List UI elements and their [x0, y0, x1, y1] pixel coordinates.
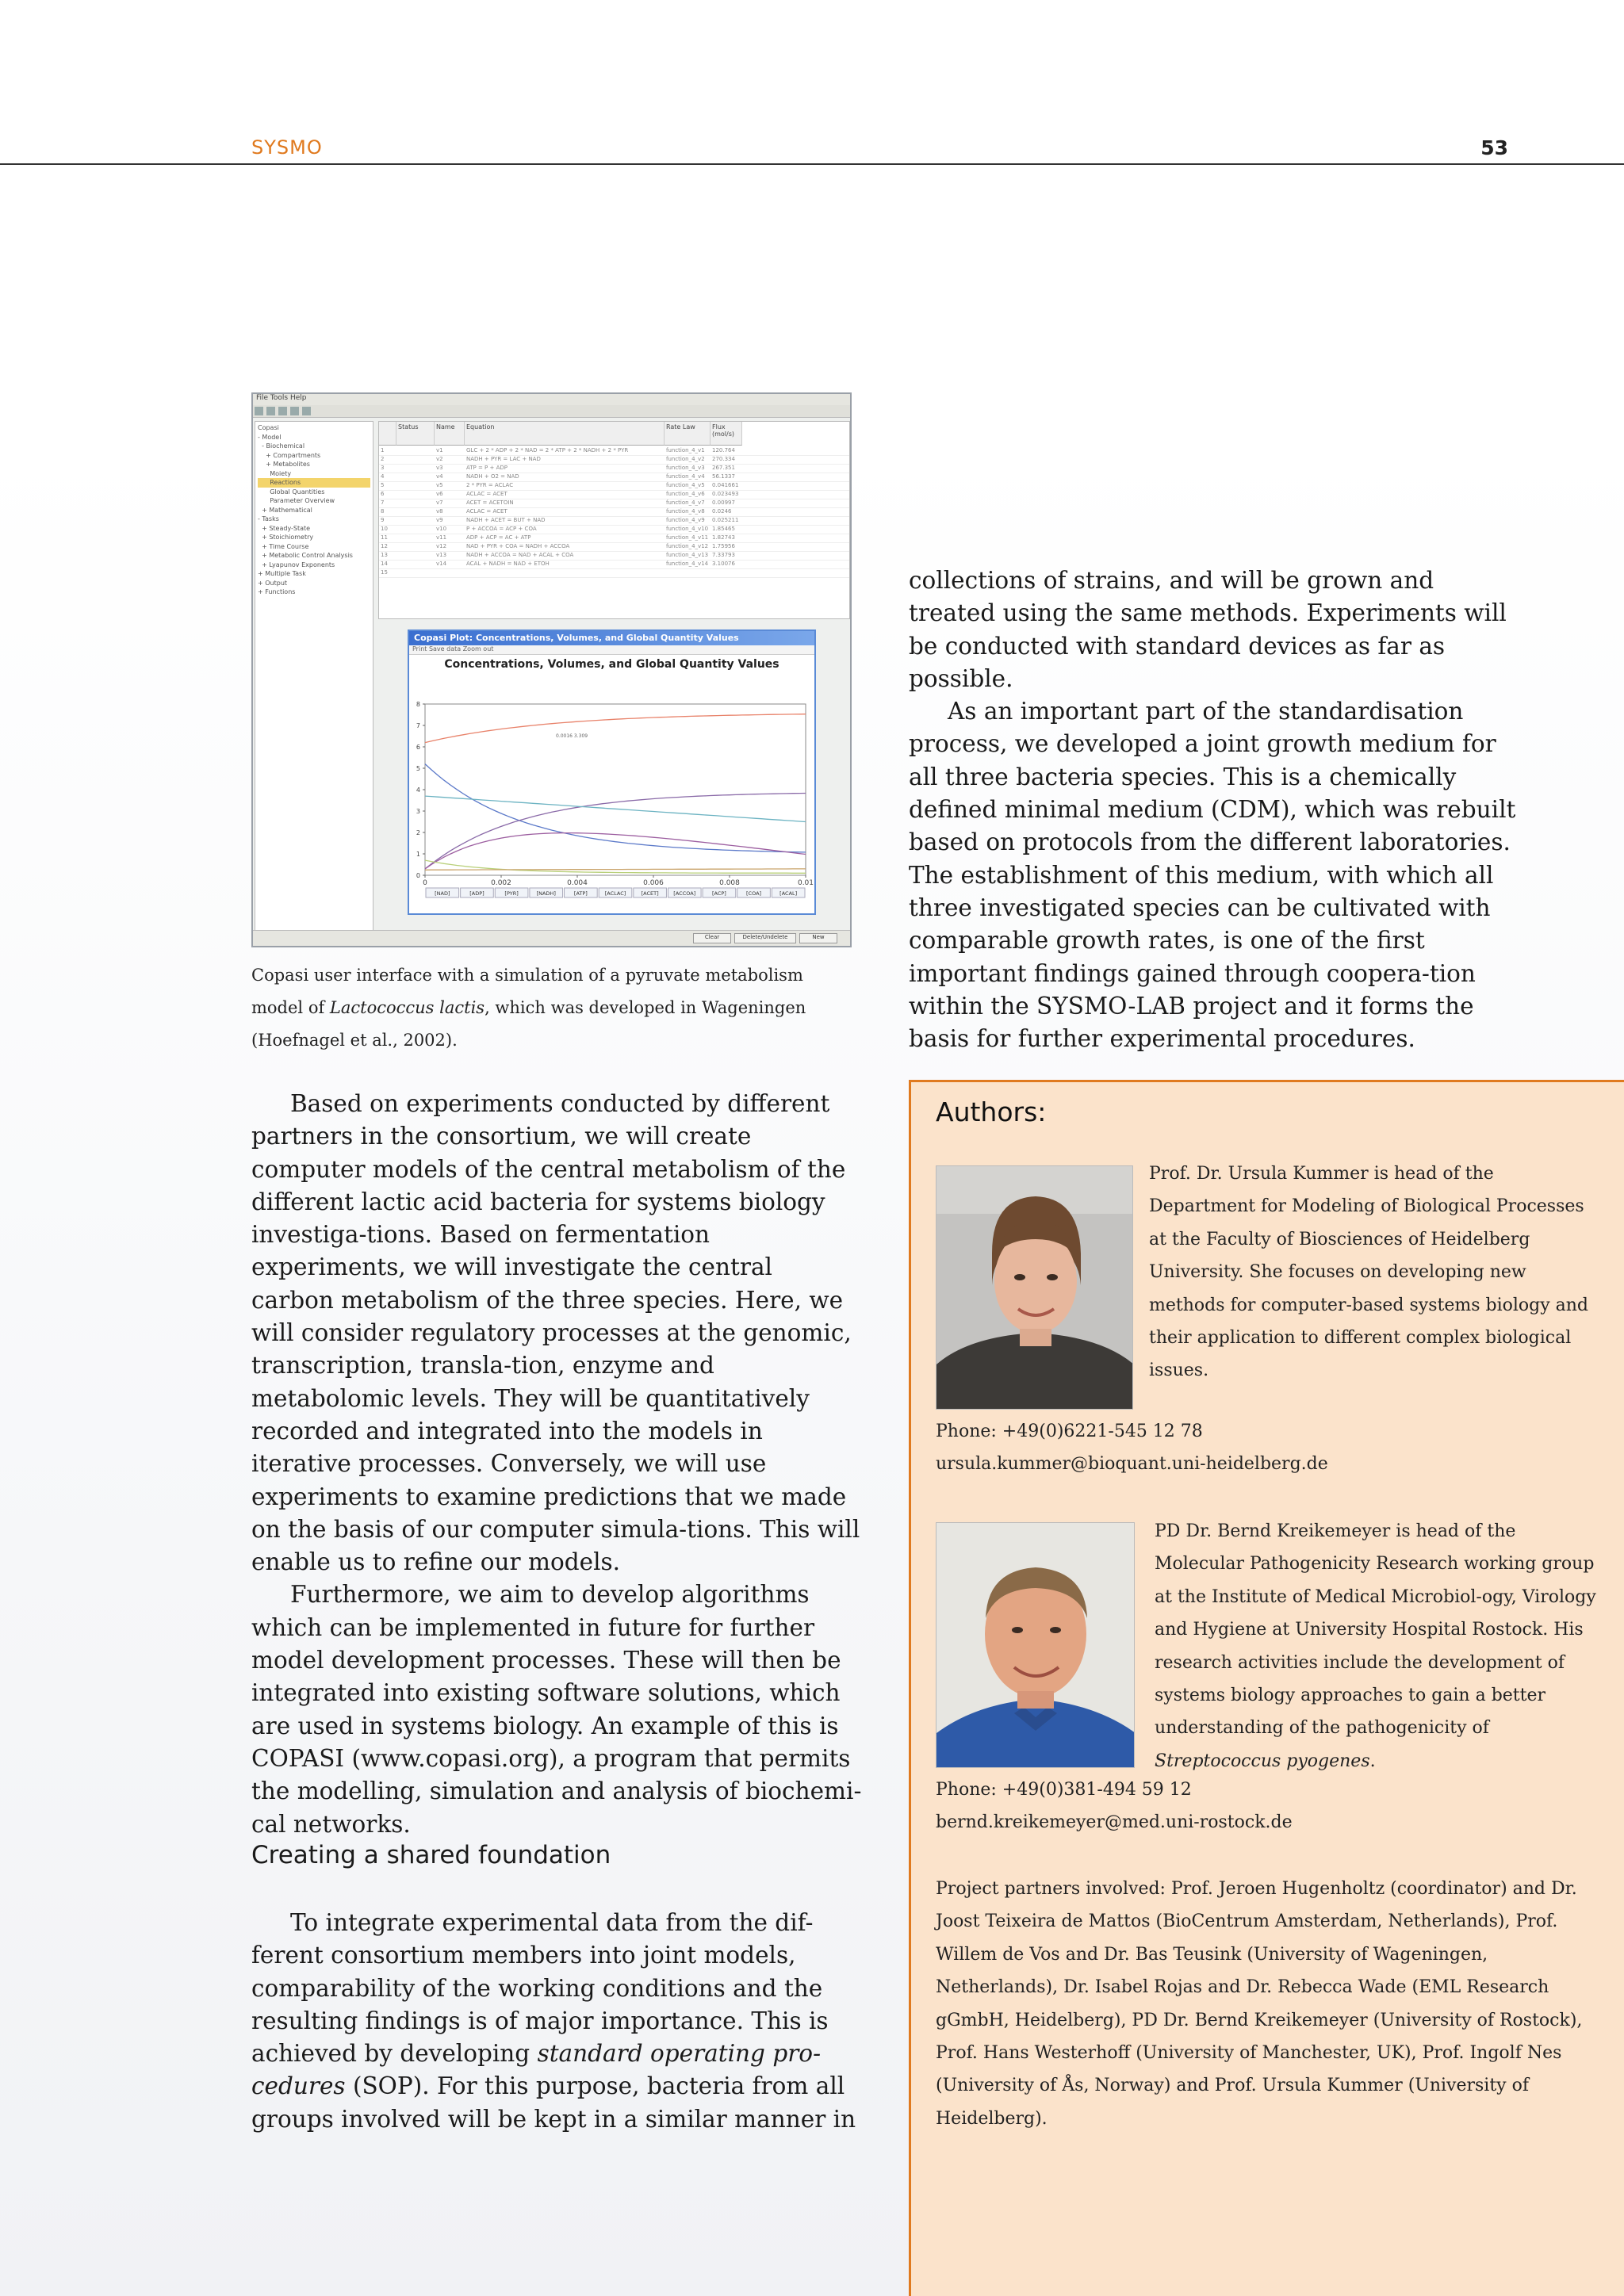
reaction-cell: function_4_v6	[666, 491, 705, 497]
reaction-cell: 0.00997	[712, 499, 735, 506]
tree-item: + Functions	[258, 588, 296, 595]
paragraph-sop	[251, 1907, 862, 2136]
tree-item: + Metabolic Control Analysis	[258, 552, 353, 559]
author-bio-kreikemeyer-species: Streptococcus pyogenes	[1155, 1751, 1370, 1771]
plot-window	[408, 629, 816, 915]
project-partners: Project partners involved: Prof. Jeroen Hugenholtz (coordinator) and Dr. Joost Teixeira de Mattos (BioCentrum Amsterdam, Netherlands), Prof. Willem de Vos and Dr. Bas Teusink (University of Wageningen, Netherlands), Dr. Isabel Rojas and Dr. Rebecca Wade (EML Research gGmbH, Heidelberg), PD Dr. Bernd Kreikemeyer (University of Rostock), Prof. Hans Westerhoff (University of Manchester, UK), Prof. Ingolf Nes (University of Ås, Norway) and Prof. Ursula Kummer (University of Heidelberg).	[936, 1879, 1583, 2129]
reaction-cell: 9	[381, 517, 385, 523]
tree-item: - Model	[258, 433, 282, 441]
reaction-cell: 1.75956	[712, 543, 735, 549]
delete-undelete-button: Delete/Undelete	[734, 933, 796, 943]
tree-item: + Multiple Task	[258, 570, 306, 577]
reaction-cell: function_4_v8	[666, 508, 705, 515]
tree-item: + Mathematical	[258, 506, 312, 514]
reaction-cell: 12	[381, 543, 388, 549]
tree-item: - Tasks	[258, 515, 279, 522]
author-phone-kreikemeyer: Phone: +49(0)381-494 59 12	[936, 1780, 1192, 1800]
figure-toolbar	[253, 405, 850, 418]
reaction-cell: 0.041661	[712, 482, 739, 488]
copasi-screenshot-figure	[251, 392, 852, 947]
new-file-icon	[255, 407, 263, 415]
y-tick-label: 7	[416, 722, 420, 729]
reaction-row	[379, 491, 849, 499]
paragraph-models: Based on experiments conducted by different partners in the consortium, we will create computer models of the central metabolism of the different lactic acid bacteria for systems biology investiga-tions. Based on fermentation experiments, we will investigate the central carbon metabolism of the three species. Here, we will consider regulatory processes at the genomic, transcription, transla-tion, enzyme and metabolomic levels. They will be quantitatively recorded and integrated into the models in iterative processes. Conversely, we will use experiments to examine predictions that we made on the basis of our computer simula-tions. This will enable us to refine our models.	[251, 1090, 860, 1576]
reaction-cell: P + ACCOA = ACP + COA	[466, 526, 537, 532]
reaction-cell: 3	[381, 465, 385, 471]
reaction-cell: 267.351	[712, 465, 735, 471]
reaction-cell: v7	[436, 499, 443, 506]
tree-item: Global Quantities	[258, 488, 325, 496]
reaction-cell: v10	[436, 526, 447, 532]
reaction-cell: GLC + 2 * ADP + 2 * NAD = 2 * ATP + 2 * NADH + 2 * PYR	[466, 447, 629, 453]
reaction-row	[379, 552, 849, 561]
save-icon	[278, 407, 287, 415]
run-icon	[302, 407, 311, 415]
reaction-cell: 56.1337	[712, 473, 735, 480]
reaction-cell: NADH + O2 = NAD	[466, 473, 519, 480]
reaction-row	[379, 508, 849, 517]
x-tick-label: 0.002	[491, 879, 511, 887]
reaction-cell: NAD + PYR + COA = NADH + ACCOA	[466, 543, 570, 549]
plot-area	[425, 704, 806, 875]
reaction-row	[379, 517, 849, 526]
reaction-cell: function_4_v9	[666, 517, 705, 523]
tree-item: Reactions	[258, 478, 370, 488]
y-tick-label: 0	[416, 872, 420, 879]
row-number-header	[379, 422, 396, 446]
author-bio-kreikemeyer-end: .	[1369, 1751, 1376, 1771]
tree-item: + Metabolites	[258, 461, 310, 468]
table-header-equation: Equation	[465, 422, 665, 446]
legend-label: [ACCOA]	[673, 890, 696, 897]
author-contact-kreikemeyer	[936, 1774, 1293, 1839]
header-rule	[0, 163, 1624, 165]
caption-species: Lactococcus lactis	[329, 998, 485, 1017]
reaction-cell: 1.82743	[712, 534, 735, 541]
reaction-cell: v14	[436, 561, 447, 567]
reaction-cell: 10	[381, 526, 388, 532]
reaction-cell: NADH + PYR = LAC + NAD	[466, 456, 541, 462]
tree-item: + Steady-State	[258, 524, 311, 532]
x-tick-label: 0.006	[643, 879, 664, 887]
x-tick-label: 0.008	[719, 879, 740, 887]
reaction-cell: v4	[436, 473, 443, 480]
author-photo-kummer	[936, 1165, 1133, 1410]
back-arrow-icon	[290, 407, 299, 415]
tree-item: - Biochemical	[258, 442, 305, 450]
page-number: 53	[1480, 136, 1508, 159]
paragraph-medium: As an important part of the standardisation process, we developed a joint growth medium for all three bacteria species. This is a chemically defined minimal medium (CDM), which was rebuilt based on protocols from the different laboratories. The establishment of this medium, with which all three investigated species can be cultivated with comparable growth rates, is one of the first important findings gained through coopera-tion within the SYSMO-LAB project and it forms the basis for further experimental procedures.	[909, 698, 1516, 1053]
reaction-cell: ADP + ACP = AC + ATP	[466, 534, 531, 541]
y-tick-label: 1	[416, 851, 420, 858]
reaction-cell: v6	[436, 491, 443, 497]
x-tick-label: 0.004	[567, 879, 588, 887]
body-column-right	[909, 564, 1519, 1055]
reaction-row	[379, 465, 849, 473]
reaction-cell: function_4_v5	[666, 482, 705, 488]
plot-annotation: 0.0016 3.309	[556, 733, 588, 739]
paragraph-strains: collections of strains, and will be grown and treated using the same methods. Experiments will be conducted with standard devices as far as possible.	[909, 567, 1507, 692]
reaction-row	[379, 473, 849, 482]
reaction-rows	[379, 447, 849, 578]
reaction-row	[379, 526, 849, 534]
caption-text: Copasi user interface with a simulation of a pyruvate metabolism model of	[251, 966, 803, 1017]
reactions-table	[378, 421, 850, 619]
body-column-left-lower	[251, 1907, 862, 2136]
tree-item: + Lyapunov Exponents	[258, 561, 335, 568]
tree-item: + Output	[258, 579, 288, 587]
reaction-cell: 15	[381, 569, 388, 576]
legend-label: [NADH]	[536, 890, 556, 897]
figure-menubar: File Tools Help	[253, 394, 850, 405]
author-photo-kreikemeyer	[936, 1522, 1135, 1768]
tree-item: Moiety	[258, 469, 292, 477]
reaction-cell: v9	[436, 517, 443, 523]
reaction-cell: ACET = ACETOIN	[466, 499, 514, 506]
reaction-cell: ACLAC = ACET	[466, 491, 508, 497]
authors-box	[909, 1080, 1624, 2296]
reaction-cell: 2	[381, 456, 385, 462]
reaction-row	[379, 499, 849, 508]
legend-label: [ACP]	[711, 890, 726, 897]
table-header-status: Status	[396, 422, 435, 446]
reaction-row	[379, 543, 849, 552]
reaction-cell: 11	[381, 534, 388, 541]
reaction-cell: ATP = P + ADP	[466, 465, 508, 471]
reaction-cell: 13	[381, 552, 388, 558]
y-tick-label: 6	[416, 744, 420, 751]
reaction-row	[379, 456, 849, 465]
author-bio-kummer: Prof. Dr. Ursula Kummer is head of the Department for Modeling of Biological Processes at the Faculty of Biosciences of Heidelberg University. She focuses on developing new methods for computer-based systems biology and their application to different complex biological issues.	[1149, 1164, 1589, 1381]
reaction-cell: 1.85465	[712, 526, 735, 532]
reaction-cell: 3.10076	[712, 561, 735, 567]
reaction-cell: function_4_v12	[666, 543, 709, 549]
legend-label: [ACAL]	[779, 890, 798, 897]
clear-button: Clear	[693, 933, 731, 943]
paragraph-sop-text-end: (SOP). For this purpose, bacteria from all groups involved will be kept in a similar manner in	[251, 2072, 856, 2133]
reaction-cell: v11	[436, 534, 447, 541]
y-tick-label: 3	[416, 808, 420, 815]
author-phone-kummer: Phone: +49(0)6221-545 12 78	[936, 1422, 1203, 1441]
reaction-cell: 7	[381, 499, 385, 506]
reaction-cell: function_4_v13	[666, 552, 709, 558]
legend-label: [PYR]	[504, 890, 519, 897]
reaction-cell: 7.33793	[712, 552, 735, 558]
tree-item: + Compartments	[258, 451, 321, 459]
reaction-cell: ACAL + NADH = NAD + ETOH	[466, 561, 550, 567]
paragraph-sop-italic: standard operating pro-cedures	[251, 2040, 822, 2100]
paragraph-algorithms: Furthermore, we aim to develop algorithms which can be implemented in future for further model development processes. These will then be integrated into existing software solutions, which are used in systems biology. An example of this is COPASI (www.copasi.org), a program that permits the modelling, simulation and analysis of biochemi-cal networks.	[251, 1581, 862, 1838]
legend-label: [ADP]	[469, 890, 485, 897]
reaction-cell: ACLAC = ACET	[466, 508, 508, 515]
reaction-cell: function_4_v10	[666, 526, 709, 532]
author-bio-kreikemeyer-text: PD Dr. Bernd Kreikemeyer is head of the Molecular Pathogenicity Research working group at the Institute of Medical Microbiol-ogy, Virology and Hygiene at University Hospital Rostock. His research activities include the development of systems biology approaches to gain a better understanding of the pathogenicity of	[1155, 1521, 1596, 1739]
author-email-kummer[interactable]: ursula.kummer@bioquant.uni-heidelberg.de	[936, 1454, 1328, 1475]
reaction-cell: v12	[436, 543, 447, 549]
reaction-cell: 120.764	[712, 447, 735, 453]
author-contact-kummer	[936, 1415, 1328, 1481]
plot-window-titlebar: Copasi Plot: Concentrations, Volumes, and Global Quantity Values	[409, 631, 814, 645]
reaction-cell: 270.334	[712, 456, 735, 462]
plot-window-menu: Print Save data Zoom out	[409, 645, 814, 655]
tree-item: + Stoichiometry	[258, 534, 314, 541]
reaction-cell: function_4_v1	[666, 447, 705, 453]
figure-caption	[251, 959, 854, 1057]
figure-statusbar	[253, 930, 850, 946]
reaction-cell: function_4_v4	[666, 473, 705, 480]
reaction-cell: 2 * PYR = ACLAC	[466, 482, 514, 488]
open-folder-icon	[266, 407, 275, 415]
reaction-cell: NADH + ACET = BUT + NAD	[466, 517, 546, 523]
reaction-cell: 4	[381, 473, 385, 480]
reaction-row	[379, 482, 849, 491]
x-tick-label: 0	[423, 879, 427, 887]
reaction-cell: 14	[381, 561, 388, 567]
reaction-cell: 0.0246	[712, 508, 732, 515]
legend-label: [ACLAC]	[604, 890, 626, 897]
legend-label: [COA]	[746, 890, 762, 897]
reaction-cell: function_4_v14	[666, 561, 709, 567]
section-heading: Creating a shared foundation	[251, 1841, 611, 1869]
reaction-cell: v5	[436, 482, 443, 488]
reaction-cell: v1	[436, 447, 443, 453]
body-column-left	[251, 1088, 862, 1841]
paragraph-sop-text: To integrate experimental data from the dif-ferent consortium members into joint models, comparability of the working conditions and the resulting findings is of major importance. This is achieved by developing	[251, 1909, 829, 2068]
reaction-cell: NADH + ACCOA = NAD + ACAL + COA	[466, 552, 574, 558]
x-tick-label: 0.01	[797, 879, 814, 887]
reaction-cell: 6	[381, 491, 385, 497]
reaction-row	[379, 447, 849, 456]
table-header-flux: Flux (mol/s)	[710, 422, 742, 446]
table-header-rate-law: Rate Law	[665, 422, 710, 446]
reaction-cell: v3	[436, 465, 443, 471]
reaction-cell: function_4_v7	[666, 499, 705, 506]
reaction-cell: v2	[436, 456, 443, 462]
legend-label: [ATP]	[573, 890, 588, 897]
reaction-row	[379, 561, 849, 569]
tree-item: + Time Course	[258, 542, 309, 550]
reaction-cell: 5	[381, 482, 385, 488]
author-bio-kreikemeyer	[1155, 1515, 1599, 1777]
concentration-plot	[409, 695, 814, 913]
table-header-name: Name	[435, 422, 465, 446]
y-tick-label: 4	[416, 786, 420, 794]
reaction-row	[379, 569, 849, 578]
reaction-cell: function_4_v2	[666, 456, 705, 462]
reaction-cell: 0.025211	[712, 517, 739, 523]
reaction-cell: v8	[436, 508, 443, 515]
reaction-cell: v13	[436, 552, 447, 558]
running-header	[251, 133, 1508, 162]
reaction-cell: function_4_v3	[666, 465, 705, 471]
legend-label: [ACET]	[641, 890, 659, 897]
y-tick-label: 5	[416, 765, 420, 772]
tree-item: Parameter Overview	[258, 497, 335, 504]
author-email-kreikemeyer[interactable]: bernd.kreikemeyer@med.uni-rostock.de	[936, 1812, 1293, 1833]
reaction-cell: 8	[381, 508, 385, 515]
y-tick-label: 2	[416, 829, 420, 836]
authors-heading: Authors:	[936, 1096, 1047, 1127]
reaction-row	[379, 534, 849, 543]
new-button: New	[799, 933, 837, 943]
caption-text-end: , which was developed in Wageningen (Hoefnagel et al., 2002).	[251, 998, 806, 1050]
reaction-cell: function_4_v11	[666, 534, 709, 541]
journal-name: SYSMO	[251, 136, 323, 159]
plot-title: Concentrations, Volumes, and Global Quantity Values	[444, 658, 779, 671]
model-tree	[255, 421, 373, 936]
reaction-cell: 1	[381, 447, 385, 453]
reaction-cell: 0.023493	[712, 491, 739, 497]
y-tick-label: 8	[416, 701, 420, 708]
legend-label: [NAD]	[435, 890, 450, 897]
tree-item: Copasi	[258, 424, 279, 431]
